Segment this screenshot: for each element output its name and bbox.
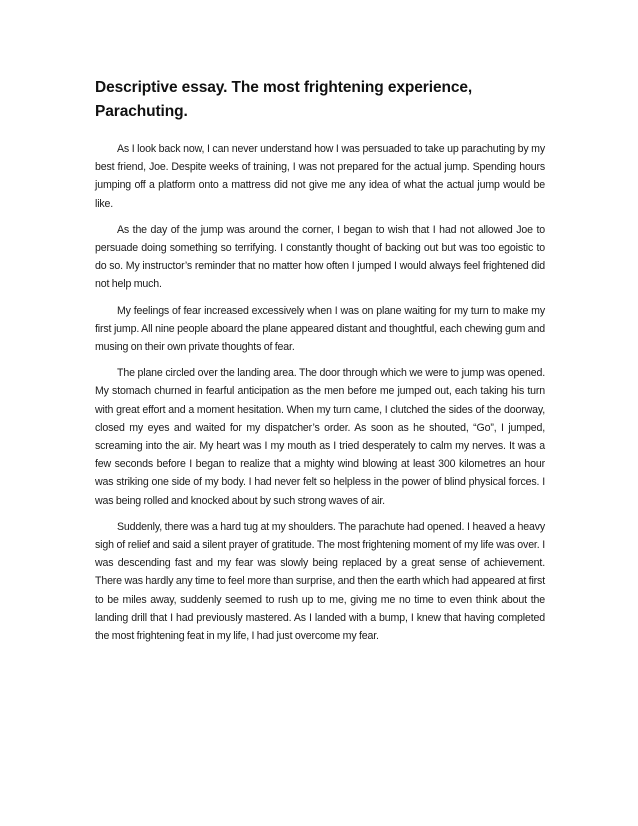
essay-title: Descriptive essay. The most frightening experience, Parachuting. bbox=[95, 79, 473, 120]
paragraph-3: My feelings of fear increased excessively when I was on plane waiting for my turn to make my first jump. All nine people aboard the plane appeared distant and thoughtful, each chewing gum and musing on their own private thoughts of fear. bbox=[95, 304, 545, 354]
paragraph-4: The plane circled over the landing area. The door through which we were to jump was opened. My stomach churned in fearful anticipation as the men before me jumped out, each taking his turn with great effort and a moment hesitation. When my turn came, I clutched the sides of the doorway, closed my eyes and waited for my dispatcher’s order. As soon as he shouted, “Go”, I jumped, screaming into the air. My heart was I my mouth as I tried desperately to calm my nerves. It was a few seconds before I began to realize that a mighty wind blowing at least 300 kilometres an hour was striking one side of my body. I had never felt so helpless in the power of blind physical forces. I was being rolled and knocked about by such strong waves of air. bbox=[95, 367, 545, 507]
paragraph-5: Suddenly, there was a hard tug at my shoulders. The parachute had opened. I heaved a heavy sigh of relief and said a silent prayer of gratitude. The most frightening moment of my life was over. I was descending fast and my fear was slowly being replaced by a great sense of achievement. There was hardly any time to feel more than surprise, and then the earth which had appeared at first to be miles away, suddenly seemed to rush up to me, giving me no time to even think about the landing drill that I had previously mastered. As I landed with a bump, I knew that having completed the most frightening feat in my life, I had just overcome my fear. bbox=[95, 520, 545, 643]
paragraph-2: As the day of the jump was around the corner, I began to wish that I had not allowed Joe to persuade doing something so terrifying. I constantly thought of backing out but was too egoistic to do so. My instructor’s reminder that no matter how often I jumped I would always feel frightened did not help much. bbox=[95, 223, 545, 291]
paragraph-1: As I look back now, I can never understand how I was persuaded to take up parachuting by my best friend, Joe. Despite weeks of training, I was not prepared for the actual jump. Spending hours jumping off a platform onto a mattress did not give me any idea of what the actual jump would be like. bbox=[95, 143, 545, 210]
essay-body bbox=[95, 76, 545, 653]
